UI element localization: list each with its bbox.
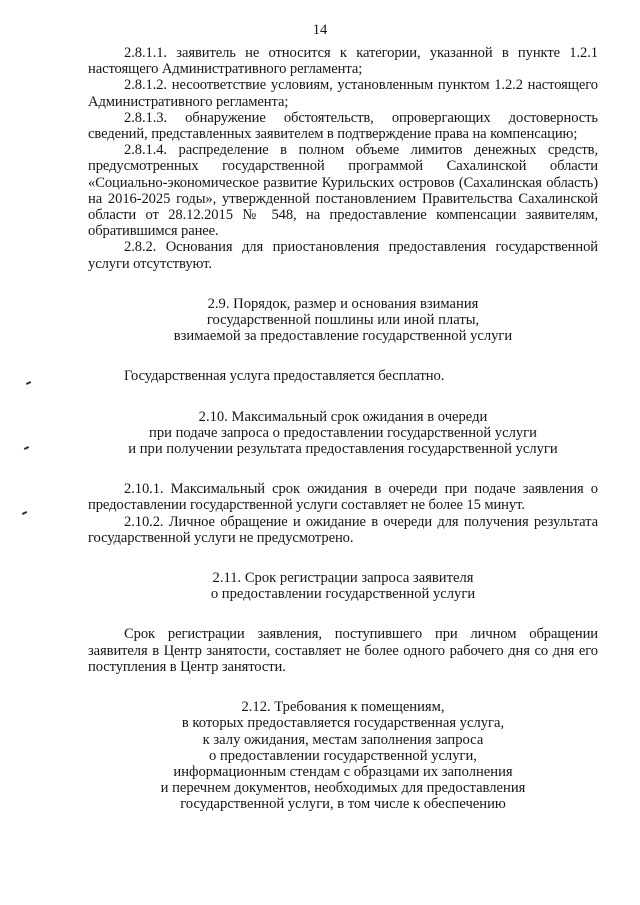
paragraph-2-10-1: 2.10.1. Максимальный срок ожидания в очереди при подаче заявления о предоставлении государственной услуги составляет не более 15 минут. xyxy=(88,481,598,514)
heading-line: и перечнем документов, необходимых для предоставления xyxy=(160,780,526,797)
paragraph-2-9-text: Государственная услуга предоставляется бесплатно. xyxy=(124,368,445,385)
heading-line: государственной пошлины или иной платы, xyxy=(206,312,480,329)
scan-mark xyxy=(24,446,29,450)
paragraph-2-11-text: Срок регистрации заявления, поступившего при личном обращении заявителя в Центр занятости, составляет не более одного рабочего дня со дня его поступления в Центр занятости. xyxy=(88,626,598,675)
paragraph-2-8-1-2: 2.8.1.2. несоответствие условиям, установленным пунктом 1.2.2 настоящего Административного регламента; xyxy=(88,77,598,110)
scan-mark xyxy=(22,511,27,515)
heading-line: к залу ожидания, местам заполнения запроса xyxy=(202,731,484,748)
heading-line: о предоставлении государственной услуги xyxy=(210,586,476,603)
paragraph-2-8-1-4: 2.8.1.4. распределение в полном объеме лимитов денежных средств, предусмотренных государственной программой Сахалинской области «Социально-экономическое развитие Курильских островов (Сахалинская область) на 2016-2025 годы», утвержденной постановлением Правительства Сахалинской области от 28.12.2015 № 548, на предоставление компенсации заявителям, обратившимся ранее. xyxy=(88,142,598,240)
page-number: 14 xyxy=(312,22,328,38)
heading-2-10 xyxy=(88,409,598,458)
heading-line: информационным стендам с образцами их заполнения xyxy=(173,763,513,780)
heading-line: 2.10. Максимальный срок ожидания в очереди xyxy=(198,408,488,425)
heading-line: 2.11. Срок регистрации запроса заявителя xyxy=(212,570,474,587)
paragraph-2-8-1-3: 2.8.1.3. обнаружение обстоятельств, опровергающих достоверность сведений, представленных заявителем в подтверждение права на компенсацию; xyxy=(88,109,598,143)
heading-line: 2.9. Порядок, размер и основания взимания xyxy=(207,295,479,312)
scan-mark xyxy=(26,381,31,385)
heading-line: при подаче запроса о предоставлении государственной услуги xyxy=(149,424,537,441)
heading-line: о предоставлении государственной услуги, xyxy=(209,747,477,764)
paragraph-2-8-2: 2.8.2. Основания для приостановления предоставления государственной услуги отсутствуют. xyxy=(88,239,598,272)
heading-line: взимаемой за предоставление государственной услуги xyxy=(173,328,513,345)
paragraph-2-10-2: 2.10.2. Личное обращение и ожидание в очереди для получения результата государственной услуги не предусмотрено. xyxy=(88,513,598,546)
heading-line: 2.12. Требования к помещениям, xyxy=(241,699,445,716)
heading-line: и при получении результата предоставления государственной услуги xyxy=(128,441,558,458)
heading-2-9 xyxy=(88,296,598,345)
heading-2-11 xyxy=(88,570,598,602)
heading-line: в которых предоставляется государственная услуга, xyxy=(181,715,505,732)
document-body xyxy=(88,45,598,813)
heading-2-12 xyxy=(88,699,598,812)
paragraph-2-8-1-1: 2.8.1.1. заявитель не относится к категории, указанной в пункте 1.2.1 настоящего Административного регламента; xyxy=(88,45,598,78)
heading-line: государственной услуги, в том числе к обеспечению xyxy=(180,796,506,813)
